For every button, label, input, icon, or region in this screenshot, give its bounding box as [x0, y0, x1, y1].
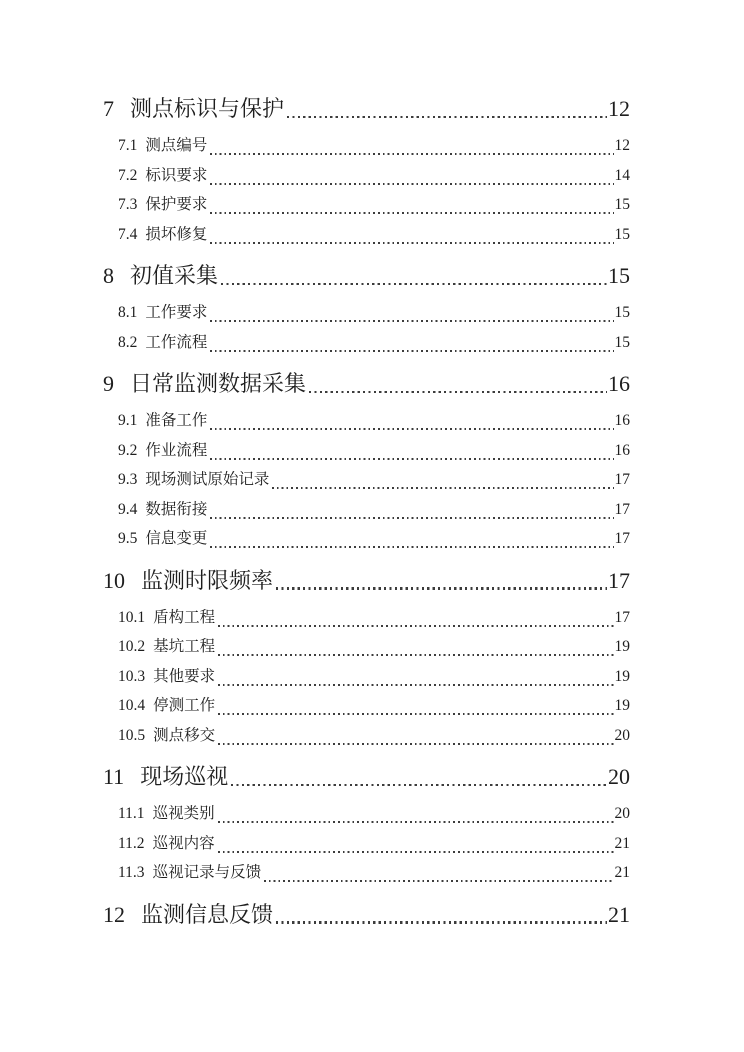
- toc-entry-page-number: 17: [608, 567, 630, 593]
- toc-entry-number: 7.4: [118, 225, 138, 243]
- toc-entry-number: 10: [103, 567, 125, 593]
- toc-entry-title: 巡视内容: [152, 834, 215, 852]
- toc-entry-number: 8.2: [118, 333, 138, 351]
- toc-entry-title: 盾构工程: [153, 608, 216, 626]
- toc-entry-number: 9.2: [118, 441, 138, 459]
- toc-entry-page-number: 17: [614, 608, 630, 626]
- toc-entry-title: 初值采集: [130, 263, 219, 288]
- toc-entry-7[interactable]: [103, 94, 630, 124]
- toc-entry-page-number: 16: [614, 412, 630, 429]
- toc-entry-page-number: 21: [608, 901, 630, 927]
- toc-entry-title: 监测信息反馈: [141, 901, 274, 927]
- toc-entry-page-number: 15: [608, 263, 630, 288]
- toc-leader-dots: [309, 391, 607, 393]
- toc-entry-title: 其他要求: [153, 667, 216, 685]
- toc-entry-10.2[interactable]: [103, 632, 630, 662]
- toc-entry-page-number: 17: [614, 500, 630, 518]
- toc-entry-9.1[interactable]: [103, 406, 630, 436]
- toc-entry-title: 测点编号: [145, 137, 208, 154]
- toc-entry-10[interactable]: [103, 566, 630, 596]
- toc-entry-8.2[interactable]: [103, 328, 630, 358]
- toc-entry-page-number: 15: [614, 304, 630, 321]
- toc-entry-title: 作业流程: [145, 441, 208, 459]
- toc-leader-dots: [210, 153, 613, 155]
- toc-entry-title: 工作要求: [145, 304, 208, 321]
- toc-entry-number: 9.1: [118, 412, 138, 429]
- toc-leader-dots: [287, 116, 607, 118]
- toc-leader-dots: [218, 743, 613, 745]
- toc-entry-page-number: 15: [614, 333, 630, 351]
- toc-entry-7.4[interactable]: [103, 220, 630, 250]
- toc-leader-dots: [210, 350, 613, 352]
- toc-entry-page-number: 20: [608, 764, 630, 789]
- toc-entry-title: 保护要求: [145, 196, 208, 213]
- toc-leader-dots: [231, 784, 607, 786]
- toc-entry-page-number: 16: [614, 441, 630, 459]
- toc-entry-title: 标识要求: [145, 166, 208, 184]
- toc-entry-number: 10.2: [118, 638, 146, 655]
- toc-entry-9.3[interactable]: [103, 465, 630, 495]
- toc-entry-number: 7.3: [118, 196, 138, 213]
- toc-entry-title: 巡视记录与反馈: [152, 864, 262, 881]
- toc-entry-7.2[interactable]: [103, 161, 630, 191]
- toc-leader-dots: [264, 880, 613, 882]
- toc-entry-12[interactable]: [103, 900, 630, 930]
- toc-entry-number: 10.4: [118, 697, 146, 714]
- toc-entry-title: 测点标识与保护: [130, 96, 285, 121]
- toc-entry-title: 监测时限频率: [141, 567, 274, 593]
- toc-entry-page-number: 21: [614, 834, 630, 852]
- toc-leader-dots: [210, 242, 613, 244]
- toc-entry-title: 数据衔接: [145, 500, 208, 518]
- toc-entry-page-number: 19: [614, 667, 630, 685]
- toc-leader-dots: [218, 851, 614, 853]
- toc-entry-title: 日常监测数据采集: [130, 371, 307, 396]
- toc-leader-dots: [218, 821, 614, 823]
- toc-entry-page-number: 17: [614, 530, 630, 547]
- toc-entry-title: 现场测试原始记录: [145, 471, 270, 488]
- toc-entry-number: 10.3: [118, 667, 146, 685]
- toc-entry-number: 9: [103, 371, 114, 396]
- toc-leader-dots: [218, 625, 613, 627]
- toc-entry-number: 7: [103, 96, 114, 121]
- toc-entry-number: 7.1: [118, 137, 138, 154]
- toc-entry-number: 9.5: [118, 530, 138, 547]
- toc-entry-number: 7.2: [118, 166, 138, 184]
- toc-entry-page-number: 14: [614, 166, 630, 184]
- toc-entry-9[interactable]: [103, 369, 630, 399]
- toc-entry-11.1[interactable]: [103, 799, 630, 829]
- toc-entry-10.1[interactable]: [103, 603, 630, 633]
- toc-entry-11.3[interactable]: [103, 858, 630, 888]
- toc-leader-dots: [272, 487, 613, 489]
- toc-leader-dots: [210, 546, 613, 548]
- toc-entry-9.4[interactable]: [103, 495, 630, 525]
- toc-leader-dots: [221, 283, 607, 285]
- toc-entry-title: 基坑工程: [153, 638, 216, 655]
- toc-entry-page-number: 16: [608, 371, 630, 396]
- toc-entry-page-number: 12: [614, 137, 630, 154]
- toc-leader-dots: [210, 183, 613, 185]
- toc-entry-number: 10.1: [118, 608, 146, 626]
- toc-leader-dots: [218, 654, 613, 656]
- toc-entry-title: 信息变更: [145, 530, 208, 547]
- toc-entry-title: 损坏修复: [145, 225, 208, 243]
- toc-leader-dots: [210, 517, 613, 519]
- toc-entry-8.1[interactable]: [103, 298, 630, 328]
- toc-entry-page-number: 20: [614, 805, 630, 822]
- toc-entry-number: 11: [103, 764, 125, 789]
- toc-entry-9.2[interactable]: [103, 436, 630, 466]
- toc-entry-number: 11.1: [118, 805, 145, 822]
- toc-entry-title: 巡视类别: [152, 805, 215, 822]
- toc-entry-number: 8: [103, 263, 114, 288]
- toc-leader-dots: [210, 458, 613, 460]
- toc-entry-7.3[interactable]: [103, 190, 630, 220]
- toc-entry-title: 工作流程: [145, 333, 208, 351]
- toc-leader-dots: [210, 428, 613, 430]
- toc-entry-page-number: 19: [614, 697, 630, 714]
- toc-leader-dots: [276, 587, 607, 589]
- toc-entry-page-number: 12: [608, 96, 630, 121]
- table-of-contents: [103, 94, 630, 930]
- toc-entry-page-number: 20: [614, 726, 630, 744]
- toc-leader-dots: [210, 212, 613, 214]
- toc-entry-10.4[interactable]: [103, 691, 630, 721]
- toc-entry-number: 12: [103, 901, 125, 927]
- toc-entry-page-number: 17: [614, 471, 630, 488]
- toc-entry-title: 准备工作: [145, 412, 208, 429]
- toc-leader-dots: [218, 684, 613, 686]
- toc-entry-11[interactable]: [103, 762, 630, 792]
- toc-leader-dots: [276, 921, 607, 923]
- toc-entry-number: 11.2: [118, 834, 145, 852]
- toc-entry-10.5[interactable]: [103, 721, 630, 751]
- toc-entry-7.1[interactable]: [103, 131, 630, 161]
- toc-entry-page-number: 15: [614, 196, 630, 213]
- toc-entry-number: 9.4: [118, 500, 138, 518]
- toc-entry-title: 现场巡视: [140, 764, 229, 789]
- toc-entry-page-number: 15: [614, 225, 630, 243]
- toc-entry-page-number: 19: [614, 638, 630, 655]
- toc-entry-number: 9.3: [118, 471, 138, 488]
- toc-entry-11.2[interactable]: [103, 829, 630, 859]
- toc-entry-8[interactable]: [103, 261, 630, 291]
- toc-entry-number: 8.1: [118, 304, 138, 321]
- toc-leader-dots: [210, 320, 613, 322]
- toc-entry-10.3[interactable]: [103, 662, 630, 692]
- toc-entry-title: 测点移交: [153, 726, 216, 744]
- toc-leader-dots: [218, 713, 613, 715]
- toc-entry-title: 停测工作: [153, 697, 216, 714]
- toc-entry-9.5[interactable]: [103, 524, 630, 554]
- toc-entry-number: 10.5: [118, 726, 146, 744]
- toc-entry-number: 11.3: [118, 864, 145, 881]
- toc-entry-page-number: 21: [614, 864, 630, 881]
